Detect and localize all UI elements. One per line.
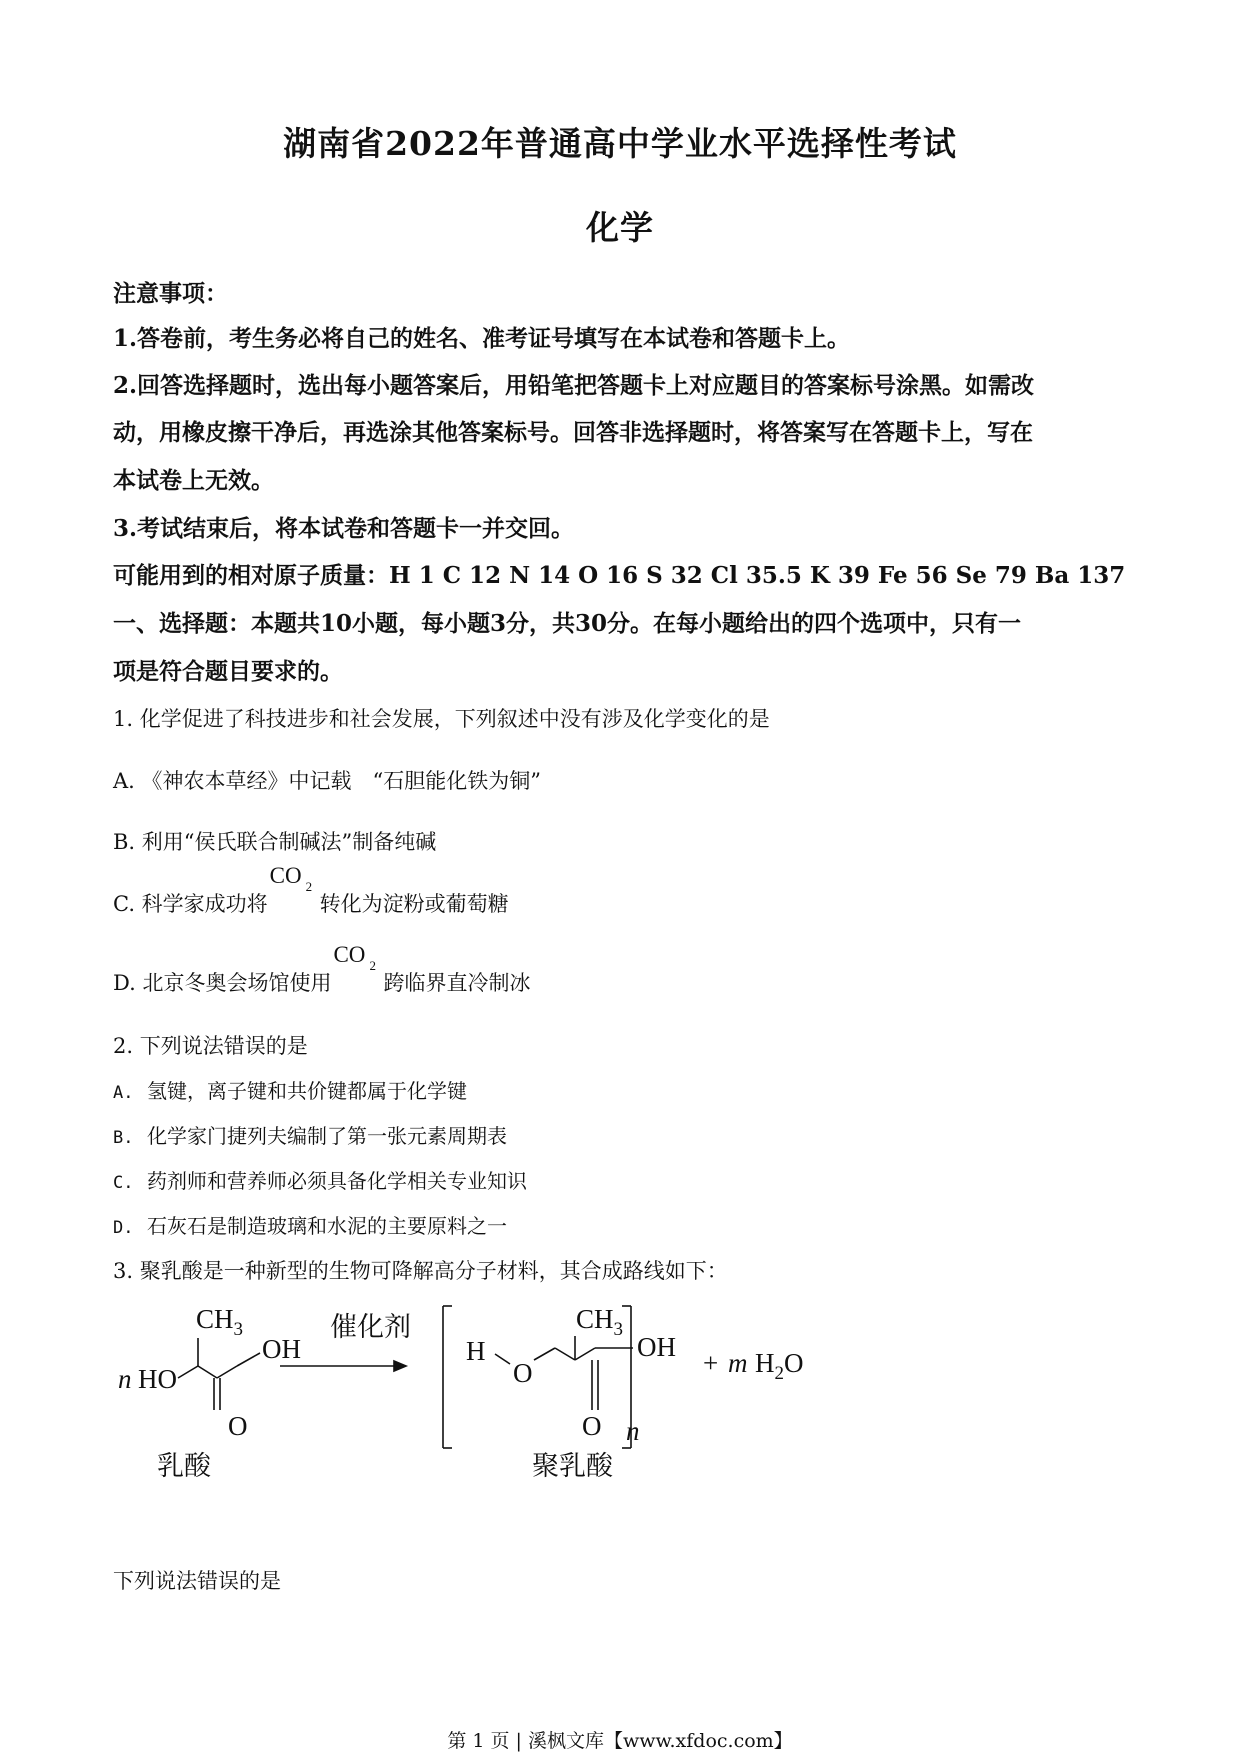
q2-option-c: C. 药剂师和营养师必须具备化学相关专业知识 (113, 1169, 527, 1193)
exam-title: 湖南省2022年普通高中学业水平选择性考试 (283, 124, 957, 163)
q2-option-b: B. 化学家门捷列夫编制了第一张元素周期表 (113, 1124, 507, 1148)
polymer-oh-label: OH (637, 1332, 676, 1362)
repeat-n: n (626, 1416, 640, 1446)
q1-option-b: B. 利用“侯氏联合制碱法”制备纯碱 (113, 830, 437, 854)
polymer-h-label: H (466, 1336, 486, 1366)
co2-formula: CO 2 (333, 942, 376, 973)
water-formula: $H_2O$ (755, 1348, 804, 1384)
q1-option-c-text-start: C. 科学家成功将 (113, 892, 268, 916)
q1-option-c-text-end: 转化为淀粉或葡萄糖 (319, 892, 509, 916)
note-item-3: 3.考试结束后，将本试卷和答题卡一并交回。 (113, 515, 575, 542)
coefficient-m: m (728, 1348, 748, 1378)
q1-option-c (113, 863, 509, 918)
polymer-methyl-label: $CH_3$ (576, 1304, 624, 1340)
coefficient-n: n (118, 1364, 132, 1394)
notes-heading: 注意事项： (113, 280, 228, 307)
subject-title: 化学 (586, 208, 654, 247)
section-1-heading-line-1: 一、选择题：本题共10小题，每小题3分，共30分。在每小题给出的四个选项中，只有一 (113, 610, 1022, 637)
note-item-2-line-3: 本试卷上无效。 (113, 467, 274, 494)
q1-option-a: A. 《神农本草经》中记载 “石胆能化铁为铜” (113, 769, 541, 793)
catalyst-label: 催化剂 (330, 1312, 411, 1343)
q1-option-d-text-start: D. 北京冬奥会场馆使用 (113, 971, 332, 995)
q2-stem: 2. 下列说法错误的是 (113, 1034, 308, 1058)
ester-oxygen-label: O (513, 1358, 533, 1388)
page-footer: 第 1 页 | 溪枫文库【www.xfdoc.com】 (447, 1730, 793, 1752)
polymer-carbonyl-oxygen-label: O (582, 1411, 602, 1441)
q1-option-d-text-end: 跨临界直冷制冰 (383, 971, 531, 995)
q3-stem: 3. 聚乳酸是一种新型的生物可降解高分子材料，其合成路线如下： (113, 1259, 728, 1283)
note-item-2-line-1: 2.回答选择题时，选出每小题答案后，用铅笔把答题卡上对应题目的答案标号涂黑。如需改 (113, 372, 1035, 399)
note-item-2-line-2: 动，用橡皮擦干净后，再选涂其他答案标号。回答非选择题时，将答案写在答题卡上，写在 (113, 419, 1033, 446)
carbonyl-oxygen-label: O (228, 1411, 248, 1441)
q2-option-a: A. 氢键，离子键和共价键都属于化学键 (113, 1079, 467, 1103)
co2-formula: CO 2 (269, 863, 313, 894)
note-item-1: 1.答卷前，考生务必将自己的姓名、准考证号填写在本试卷和答题卡上。 (113, 325, 851, 352)
acid-hydroxyl-label: OH (262, 1334, 301, 1364)
methyl-label: $CH_3$ (196, 1304, 244, 1340)
q1-option-d (113, 942, 531, 997)
q1-stem: 1. 化学促进了科技进步和社会发展，下列叙述中没有涉及化学变化的是 (113, 707, 770, 731)
hydroxyl-label: HO (138, 1364, 177, 1394)
q2-option-d: D. 石灰石是制造玻璃和水泥的主要原料之一 (113, 1214, 507, 1238)
lactic-acid-label: 乳酸 (157, 1451, 211, 1480)
section-1-heading-line-2: 项是符合题目要求的。 (113, 658, 343, 685)
q3-question: 下列说法错误的是 (113, 1569, 281, 1593)
polylactic-acid-label: 聚乳酸 (532, 1451, 613, 1480)
plus-sign: + (703, 1348, 719, 1378)
polylactic-acid-synthesis-scheme (100, 1290, 860, 1480)
atomic-masses: 可能用到的相对原子质量：H 1 C 12 N 14 O 16 S 32 Cl 35.5 K 39 Fe 56 Se 79 Ba 137 (113, 562, 1126, 589)
